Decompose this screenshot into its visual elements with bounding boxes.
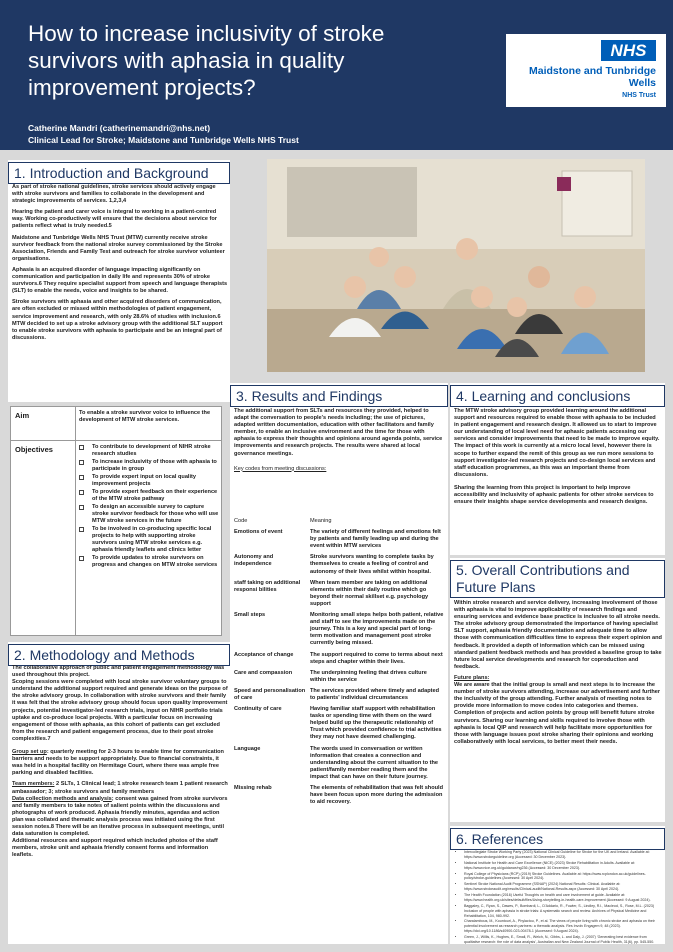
checkbox-icon — [79, 556, 84, 561]
objective-item: To increase inclusivity of those with aphasia to participate in group — [77, 459, 219, 473]
intro-paragraph: Hearing the patient and carer voice is integral to working in a patient-centred way. Working co-productively will ensure that the decisions about service for patients reflect what is truly needed.5 — [12, 209, 217, 230]
intro-text — [12, 184, 228, 346]
group-photo — [267, 159, 645, 372]
objectives-label: Objectives — [15, 445, 53, 454]
reference-item: • Sentinel Stroke National Audit Programme (SSNAP) (2024) National Results: Clinical. Available at: https://www.strokeaudit.org/results/Clinical-audit/National-Results.aspx (Accessed: 30 April 2024). — [464, 882, 662, 892]
aim-text: To enable a stroke survivor voice to influence the development of MTW stroke services. — [79, 410, 211, 423]
learning-heading: 4. Learning and conclusions — [450, 385, 665, 407]
codes-table — [234, 518, 444, 810]
codes-header-meaning: Meaning — [310, 518, 332, 524]
objective-item: To provide expert input on local quality improvement projects — [77, 474, 219, 488]
codes-title: Key codes from meeting discussions: — [234, 465, 327, 472]
table-row: staff taking on additional responsi bilities When team member are taking on additional elements within their daily routine which go beyond their normal skillset e.g. psychology support — [234, 579, 429, 607]
learning-text — [454, 408, 662, 510]
checkbox-icon — [79, 460, 84, 465]
codes-header-row — [234, 518, 444, 525]
references-heading: 6. References — [450, 828, 665, 850]
intro-paragraph: As part of stroke national guidelines, stroke services should actively engage with stroke survivors and families to collaborate in the development and strategic improvements of services. 1,2,3,4 — [12, 184, 216, 205]
group-photo-image — [267, 159, 645, 372]
checkbox-icon — [79, 475, 84, 480]
contributions-paragraph: Within stroke research and service delivery, increasing involvement of those with aphasia is vital to improve applicability of research findings and ensuring services and evidence base practice is inclusive to all stroke needs. The stroke advisory group demonstrated the importance of having specialist SLT support, aphasia friendly documentation and adequate time to allow those with communication difficulties time to express their expert opinion and feedback. It provided a depth of information which can be missed using standard patient feedback methods and has provided a baseline group to take future local service developments and research for coproduction and feedback. — [454, 600, 662, 670]
results-paragraph: The additional support from SLTs and resources they provided, helped to adapt the conversation to people's needs including; the use of pictures, adapted written documentation, education with other facilitators and family member, to enable an inclusive environment and the time for those with aphasia to express their thoughts and opinions around agenda points, service improvements and research projects. The results were shared at local governance meetings. — [234, 408, 443, 457]
nhs-trust-label: NHS Trust — [622, 92, 656, 99]
objective-item: To contribute to development of NIHR stroke research studies — [77, 444, 219, 458]
contributions-heading: 5. Overall Contributions and Future Plans — [450, 560, 665, 598]
intro-paragraph: Aphasia is an acquired disorder of language impacting significantly on communication and participation in daily life and represents 30% of stroke survivors.6 They require specialist support from speech and language therapists (SLT) to enable the needs, voice and insights to be shared. — [12, 266, 228, 295]
learning-paragraph: Sharing the learning from this project is important to help improve accessibility and inclusivity of aphasic patients for other stroke services to ensure their insights shape service developments and research designs. — [454, 484, 654, 506]
checkbox-icon — [79, 527, 84, 532]
table-row: Language The words used in conversation or written information that creates a connection and understanding about the current situation to the patient/family member reading them and the impact that can have on their future journey. — [234, 745, 439, 780]
results-text — [234, 408, 444, 477]
intro-paragraph: Maidstone and Tunbridge Wells NHS Trust (MTW) currently receive stroke survivor feedback from the national stroke survey commissioned by the Stroke Association, Friends and Family Test and outreach for stroke survivor volunteer organisations. — [12, 234, 225, 262]
author-line: Catherine Mandri (catherinemandri@nhs.net) — [28, 123, 211, 133]
methods-closing: Additional resources and support required which included photos of the staff members, stroke unit and aphasia friendly consent forms and information leaflets. — [12, 838, 218, 859]
future-plans-label: Future plans: — [454, 674, 490, 681]
aim-objectives-table — [10, 406, 222, 636]
objectives-row — [11, 441, 221, 635]
poster-header — [0, 0, 673, 150]
methods-paragraph: Scoping sessions were completed with local stroke survivor voluntary groups to understand the additional support required and generate ideas on the purpose of the stroke advisory group. In collaboration with stroke survivors and their family it was felt that the stroke advisory group should focus upon quality improvement projects, potential investigator-led research trials, input on NIHR portfolio trials uptake and co-produce local projects. With a particular focus on increasing engagement of those with aphasia, as this cohort of patients can get excluded from the research and patient engagement process, due to their post stroke complexities.7 — [12, 679, 228, 742]
reference-item: • Royal College of Physicians (RCP) (2019) Stroke Guidelines. Available at: https://www.rcplondon.ac.uk/guidelines-policy/stroke-guidelines (Accessed: 30 April 2024). — [464, 872, 662, 882]
objective-item: To provide updates to stroke survivors on progress and changes on MTW stroke services — [77, 555, 219, 569]
checkbox-icon — [79, 445, 84, 450]
learning-paragraph: The MTW stroke advisory group provided learning around the additional support and resources required to enable those with aphasia to be included in patient engagement and research design. It allowed us to start to improve our understanding of local level need for aphasic patients accessing our services and consider improvements that need to be made to improve equity. The impact of this work is currently at a micro local level, however there is scope to further expand the remit of this group as we run more sessions to support investigator-led research projects and co-design local services and staff education programmes, as this was an important theme from discussions. — [454, 408, 660, 478]
methods-text — [12, 665, 228, 863]
aim-row — [11, 407, 221, 441]
checkbox-icon — [79, 490, 84, 495]
codes-header-code: Code — [234, 518, 248, 524]
poster-title: How to increase inclusivity of stroke survivors with aphasia in quality improvement projects? — [28, 21, 385, 100]
table-row: Emotions of event The variety of different feelings and emotions felt by patients and family leading up and during the event within MTW services — [234, 529, 441, 550]
future-plans-text: Completion of projects and action points by group will benefit future stroke survivors. Sharing our learning and skills required to involve those with aphasia is local QIP and research will help facilitate more opportunities for those with language issues post stroke sharing their opinions and working collaboratively with local services, to better meet their needs. — [454, 710, 655, 745]
intro-heading: 1. Introduction and Background — [8, 162, 230, 184]
references-list — [454, 850, 662, 946]
contributions-text — [454, 600, 662, 750]
reference-item: • Green, J., Willis, K., Hughes, E., Small, R., Welch, N., Gibbs, L. and Daly, J. (2007) 'Generating best evidence from qualitative research: the role of data analysis', Australian and New Zealand Journal of Public Health, 31(6), pp. 545-550. — [464, 935, 662, 945]
objective-item: To provide expert feedback on their experience of the MTW stroke pathway — [77, 489, 219, 503]
methods-paragraph: The collaborative approach of public and patient engagement methodology was used throughout this project. — [12, 665, 225, 679]
reference-item: • Intercollegiate Stroke Working Party (2023) National Clinical Guideline for Stroke for the UK and Ireland. Available at: https://www.strokeguideline.org (Accessed: 30 December 2023). — [464, 850, 662, 860]
reference-item: • The Health Foundation (2016) Useful Thoughts on health and care involvement at guide. Available at: https://www.health.org.uk/sites/default/files/Using-storytelling-in-health-care-Improvement (Accessed: 9 August 2024). — [464, 893, 662, 903]
nhs-badge: NHS — [601, 40, 656, 61]
table-row: Small steps Monitoring small steps helps both patient, relative and staff to see the improvements made on the journey. This is a key and special part of long-term motivation and management post stroke currently being missed. — [234, 612, 444, 647]
objective-item: To be involved in co-producing specific local projects to help with supporting stroke survivors using MTW stroke services e.g. aphasia friendly leaflets and clinics letter — [77, 526, 219, 554]
table-row: Autonomy and independence Stroke survivors wanting to complete tasks by themselves to create a feeling of control and autonomy of their lives whilst within hospital. — [234, 554, 434, 575]
table-row: Care and compassion The underpinning feeling that drives culture within the service — [234, 669, 427, 683]
checkbox-icon — [79, 505, 84, 510]
future-plans-text: We are aware that the initial group is small and next steps is to increase the number of stroke survivors attending, increase our advertisement and further the inclusivity of the group attending. Further analysis of meeting notes to provide more information to move codes into categories and themes. — [454, 682, 661, 710]
table-row: Acceptance of change The support required to come to terms about next steps and chapter within their lives. — [234, 651, 443, 665]
methods-heading: 2. Methodology and Methods — [8, 644, 230, 666]
table-row: Speed and personalisation of care The services provided where timely and adapted to patients' individual circumstances — [234, 687, 440, 701]
nhs-org-name: Maidstone and Tunbridge Wells — [529, 65, 656, 89]
objectives-list — [77, 444, 219, 570]
objective-item: To design an accessible survey to capture stroke survivor feedback for those who will use MTW stroke services in the future — [77, 504, 219, 525]
intro-paragraph: Stroke survivors with aphasia and other acquired disorders of communication, are often excluded or missed within methodologies of patient engagement, service improvement and research, with only 28.6% of studies with inclusion.6 MTW decided to set up a stroke advisory group with the additional SLT support to enable stroke survivors with aphasia to participate and be an integral part of discussions. — [12, 299, 223, 341]
table-row: Missing rehab The elements of rehabilitation that was felt should have been focus upon more during the admission to aid recovery. — [234, 785, 444, 806]
reference-item: • Charalambous, M., Kountouri, A., Phylactou, P., et al. The views of people living with chronic stroke and aphasia on their potential involvement as research partners: a thematic analysis. Res Involv Engagem 9, 48 (2023). https://doi.org/10.1186/s40900-023-00478-1 (Accessed: 9 August 2024). — [464, 919, 662, 933]
results-heading: 3. Results and Findings — [230, 385, 448, 407]
role-line: Clinical Lead for Stroke; Maidstone and Tunbridge Wells NHS Trust — [28, 135, 299, 145]
aim-label: Aim — [15, 411, 30, 420]
nhs-logo — [506, 34, 666, 107]
reference-item: • Baggaley, C., Ryan, S., Dawes, P., Bombardi, L., D'Addario, R., Fowler, S., Lindley, R.I., Macleod, S., Rose, M.L. (2023) Inclusion of people with aphasia in stroke trials: A systematic search and review. Archives of Physical Medicine and Rehabilitation, 104, 980-992. — [464, 904, 662, 918]
group-setup: Group set up: quarterly meeting for 2-3 hours to enable time for communication barriers and needs to be support appropriately. Due to financial constraints, it was held in a hospital facility on Hermitage Court, where there was ample free parking and disabled facilities. — [12, 749, 224, 777]
team-members: Team members: 2 SLTs, 1 Clinical lead; 1 stroke research team 1 patient research ambassador; 3; stroke survivors and family members — [12, 781, 228, 795]
author-block — [28, 122, 299, 146]
data-collection: Data collection methods and analysis; consent was gained from stroke survivors and family members to take notes of salient points within the discussions and photographs of work produced. Aphasia friendly minutes, agendas and action plan was collated and thematic analysis process was initiated using the first session notes.8 There will be an iterative process in subsequent meetings, until data saturation is completed. — [12, 795, 228, 838]
reference-item: • National Institute for Health and Care Excellence (NICE) (2023) Stroke Rehabilitation in Adults. Available at: https://www.nice.org.uk/guidance/ng236 (Accessed: 30 December 2023). — [464, 861, 662, 871]
table-row: Continuity of care Having familiar staff support with rehabilitation tasks or spending time with them on the ward helped build up the therapeutic relationship of Trust which provided confidence to trial activities they may not have deemed challenging. — [234, 706, 442, 741]
